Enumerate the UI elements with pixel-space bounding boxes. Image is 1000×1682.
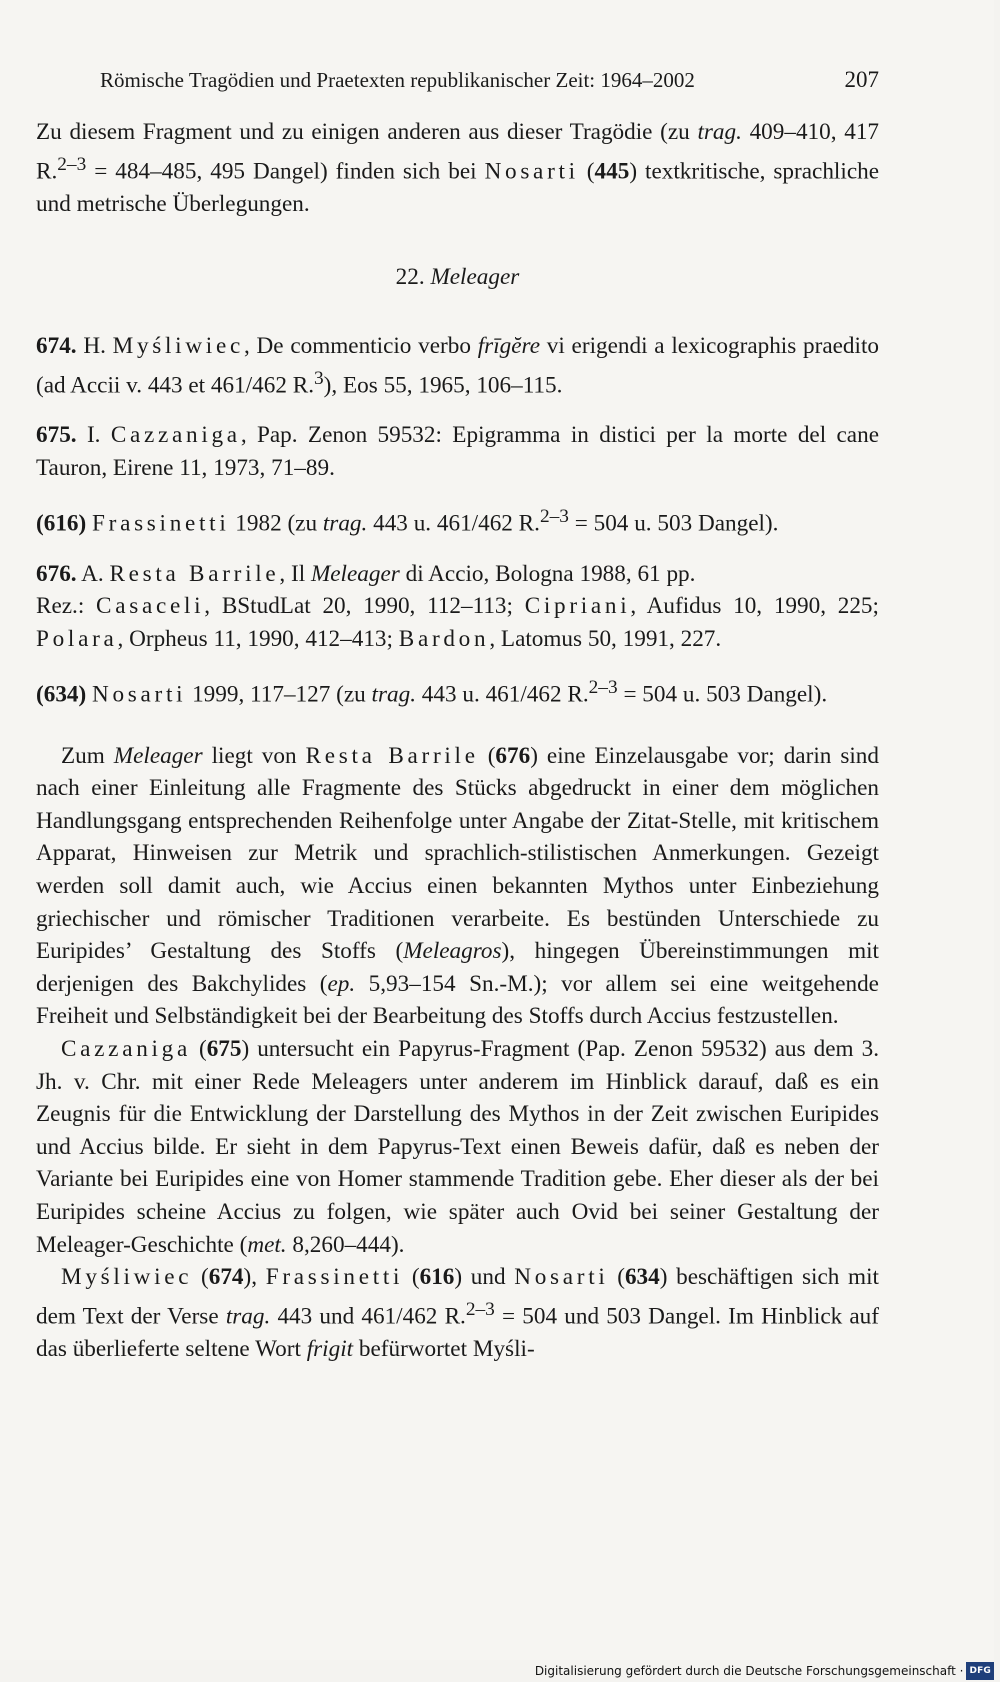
spacer — [36, 712, 879, 740]
review-list: Rez.: Casaceli, BStudLat 20, 1990, 112–113; Cipriani, Aufidus 10, 1990, 225; Polara, Orpheus 11, 1990, 412–413; Bardon, Latomus 50, 1991, 227. — [36, 593, 879, 652]
digitization-credit — [535, 1662, 994, 1680]
page-number: 207 — [844, 67, 879, 92]
intro-paragraph: Zu diesem Fragment und zu einigen anderen aus dieser Tragödie (zu trag. 409–410, 417 R.$^{2-3}$ = 484–485, 495 Dangel) finden sich bei Nosarti (445) textkritische, sprachliche und metrische Überlegungen. — [36, 119, 880, 217]
body-paragraph-2: Cazzaniga (675) untersucht ein Papyrus-Fragment (Pap. Zenon 59532) aus dem 3. Jh. v. Chr. mit einer Rede Meleagers unter anderem im Hinblick darauf, daß es ein Zeugnis für die Entwicklung der Darstellung des Mythos in der Zeit zwischen Euripides und Accius bilde. Er sieht in dem Papyrus-Text einen Beweis dafür, daß es neben der Variante bei Euripides eine von Homer stammende Tradition gebe. Eher dieser als der bei Euripides scheine Accius zu folgen, wie später auch Ovid bei seiner Gestaltung der Meleager-Geschichte (met. 8,260–444). — [36, 1036, 879, 1258]
running-head-title: Römische Tragödien und Praetexten republikanischer Zeit: 1964–2002 — [100, 68, 695, 92]
body-paragraph-3: Myśliwiec (674), Frassinetti (616) und Nosarti (634) beschäftigen sich mit dem Text der Verse trag. 443 und 461/462 R.$^{2-3}$ = 504 und 503 Dangel. Im Hinblick auf das überlieferte seltene Wort frigit befürwortet Myśli- — [36, 1264, 879, 1363]
credit-text: Digitalisierung gefördert durch die Deutsche Forschungsgemeinschaft · — [534, 1664, 964, 1678]
section-heading: 22. Meleager — [395, 263, 520, 290]
dfg-logo: DFG — [966, 1662, 994, 1680]
text-block — [36, 66, 879, 1366]
bibliography-entry-616: (616) Frassinetti 1982 (zu trag. 443 u. 461/462 R.$^{2-3}$ = 504 u. 503 Dangel). — [36, 506, 779, 537]
bibliography-entry-674: 674. H. Myśliwiec, De commenticio verbo frīgĕre vi erigendi a lexicographis praedito (ad Accii v. 443 et 461/462 R.$^3$), Eos 55, 1965, 106–115. — [36, 333, 880, 399]
bibliography-entry-634: (634) Nosarti 1999, 117–127 (zu trag. 443 u. 461/462 R.$^{2-3}$ = 504 u. 503 Dangel). — [36, 677, 828, 709]
bibliography-entry-675: 675. I. Cazzaniga, Pap. Zenon 59532: Epigramma in distici per la morte del cane Tauron, Eirene 11, 1973, 71–89. — [36, 422, 879, 481]
running-head — [36, 66, 879, 94]
body-paragraph-1: Zum Meleager liegt von Resta Barrile (676) eine Einzelausgabe vor; darin sind nach einer Einleitung alle Fragmente des Stücks abgedruckt in einer dem möglichen Handlungsgang entsprechenden Reihenfolge unter Angabe der Zitat-Stelle, mit kritischem Apparat, Hinweisen zur Metrik und sprachlich-stilistischen Anmerkungen. Gezeigt werden soll damit auch, wie Accius einen bekannten Mythos unter Einbeziehung griechischer und römischer Traditionen verarbeite. Es bestünden Unterschiede zu Euripides’ Gestaltung des Stoffs (Meleagros), hingegen Übereinstimmungen mit derjenigen des Bakchylides (ep. 5,93–154 Sn.-M.); vor allem sei eine weitgehende Freiheit und Selbständigkeit bei der Bearbeitung des Stoffs durch Accius festzustellen. — [36, 742, 879, 1030]
bibliography-entry-676: 676. A. Resta Barrile, Il Meleager di Accio, Bologna 1988, 61 pp. — [36, 560, 696, 587]
